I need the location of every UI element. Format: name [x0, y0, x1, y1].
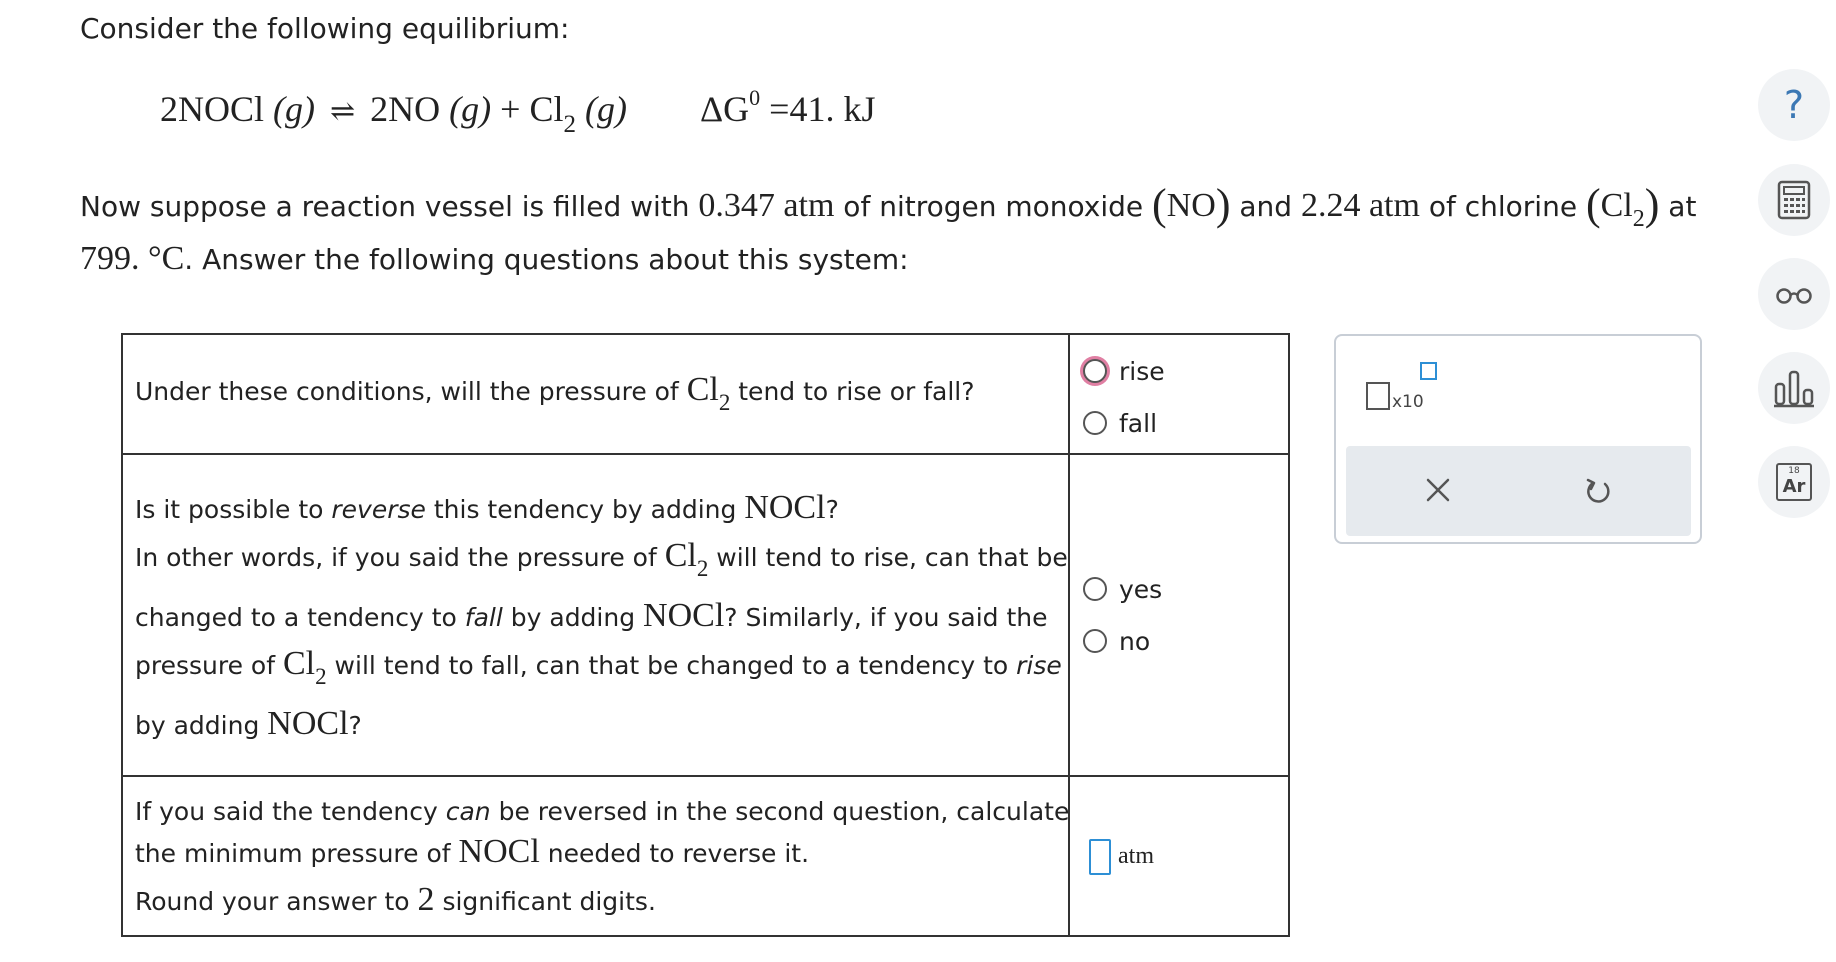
cl2-formula: Cl — [686, 371, 719, 408]
paren: ( — [1585, 180, 1601, 229]
question-table — [121, 333, 1290, 937]
paren: ( — [1152, 180, 1167, 229]
paragraph-text: of nitrogen monoxide — [834, 190, 1153, 223]
subscript: 2 — [563, 111, 576, 138]
paragraph-text: Now suppose a reaction vessel is filled with — [80, 190, 699, 223]
question-3-line1: If you said the tendency can be reversed in the second question, calculate — [135, 797, 1070, 826]
bar-chart-icon — [1773, 368, 1815, 408]
cl2-formula: Cl — [1600, 187, 1633, 224]
unit-atm: atm — [1360, 187, 1420, 224]
clear-button[interactable] — [1416, 468, 1460, 512]
question-3-line3: Round your answer to 2 significant digits. — [135, 881, 656, 918]
option-fall[interactable] — [1083, 405, 1157, 441]
reading-glasses-button[interactable] — [1758, 258, 1830, 330]
product-formula: Cl — [529, 89, 564, 129]
question-mark-icon: ? — [1783, 83, 1805, 127]
paragraph-text: of chlorine — [1419, 190, 1586, 223]
periodic-table-icon — [1776, 463, 1812, 501]
question-3-line2: the minimum pressure of NOCl needed to reverse it. — [135, 833, 810, 870]
phase-label: (g) — [449, 89, 492, 129]
phase-label: (g) — [273, 89, 315, 129]
undo-icon — [1584, 476, 1612, 504]
cl2-formula: Cl — [664, 537, 697, 574]
nocl-formula: NOCl — [744, 489, 826, 526]
radio-no[interactable] — [1083, 629, 1107, 653]
mantissa-box-icon — [1366, 382, 1390, 410]
problem-paragraph-line2 — [80, 240, 909, 278]
toolbox-action-row — [1346, 446, 1691, 536]
nocl-pressure-input[interactable] — [1089, 839, 1111, 875]
table-divider — [1068, 335, 1070, 935]
nocl-formula: NOCl — [643, 597, 725, 634]
problem-paragraph-line1 — [80, 176, 1697, 232]
subscript: 2 — [696, 556, 709, 581]
question-2-line4: pressure of Cl2 will tend to fall, can that be changed to a tendency to rise — [135, 645, 1062, 689]
scientific-notation-button[interactable] — [1366, 362, 1446, 412]
radio-rise[interactable] — [1083, 359, 1107, 383]
unit-atm-label: atm — [1118, 843, 1154, 869]
subscript: 2 — [315, 664, 327, 689]
question-1-text: Under these conditions, will the pressure of Cl2 tend to rise or fall? — [135, 371, 975, 415]
equilibrium-arrow: ⇌ — [330, 95, 356, 128]
question-2-line1: Is it possible to reverse this tendency by adding NOCl? — [135, 489, 839, 526]
exponent-box-icon — [1420, 362, 1437, 380]
calculator-button[interactable] — [1758, 164, 1830, 236]
help-button[interactable] — [1758, 69, 1830, 141]
equilibrium-equation — [160, 88, 627, 138]
option-label: fall — [1119, 408, 1158, 438]
paren: ) — [1644, 180, 1660, 229]
option-yes[interactable] — [1083, 571, 1162, 607]
option-label: yes — [1119, 574, 1163, 604]
unit-atm: atm — [774, 187, 835, 224]
nocl-formula: NOCl — [458, 833, 540, 870]
periodic-symbol: Ar — [1782, 476, 1806, 497]
no-pressure-value: 0.347 — [698, 187, 775, 224]
question-2-line5: by adding NOCl? — [135, 705, 362, 742]
table-divider — [123, 775, 1288, 777]
question-2-line2: In other words, if you said the pressure of Cl2 will tend to rise, can that be — [135, 537, 1068, 581]
undo-button[interactable] — [1576, 468, 1620, 512]
paren: ) — [1215, 180, 1231, 229]
periodic-number: 18 — [1788, 466, 1800, 476]
radio-fall[interactable] — [1083, 411, 1107, 435]
temperature-value: 799. °C — [80, 240, 185, 277]
data-chart-button[interactable] — [1758, 352, 1830, 424]
close-icon — [1425, 477, 1451, 503]
option-label: no — [1119, 626, 1151, 656]
periodic-table-button[interactable] — [1758, 446, 1830, 518]
delta-g-symbol: ΔG — [700, 89, 750, 129]
option-rise[interactable] — [1083, 353, 1165, 389]
cl2-pressure-value: 2.24 — [1300, 187, 1361, 224]
x10-label: x10 — [1392, 392, 1424, 412]
superscript: 0 — [749, 85, 761, 110]
table-divider — [123, 453, 1288, 455]
reactant-formula: 2NOCl — [160, 89, 265, 129]
paragraph-text: . Answer the following questions about this system: — [184, 243, 909, 276]
option-no[interactable] — [1083, 623, 1150, 659]
glasses-icon — [1775, 284, 1813, 304]
delta-g-number: =41. kJ — [769, 89, 876, 129]
option-label: rise — [1119, 356, 1165, 386]
paragraph-text: and — [1230, 190, 1301, 223]
subscript: 2 — [718, 390, 731, 415]
paragraph-text: at — [1659, 190, 1697, 223]
intro-text: Consider the following equilibrium: — [80, 12, 570, 45]
question-2-line3: changed to a tendency to fall by adding NOCl? Similarly, if you said the — [135, 597, 1048, 634]
plus-sign: + — [500, 89, 521, 129]
delta-g-value — [700, 85, 876, 130]
no-formula: NO — [1166, 187, 1216, 224]
subscript: 2 — [1632, 206, 1645, 232]
calculator-icon — [1777, 180, 1811, 220]
phase-label: (g) — [584, 89, 627, 129]
product-formula: 2NO — [370, 89, 441, 129]
answer-toolbox — [1334, 334, 1702, 544]
sig-fig-number: 2 — [417, 881, 435, 918]
cl2-formula: Cl — [282, 645, 316, 682]
radio-yes[interactable] — [1083, 577, 1107, 601]
nocl-formula: NOCl — [267, 705, 349, 742]
